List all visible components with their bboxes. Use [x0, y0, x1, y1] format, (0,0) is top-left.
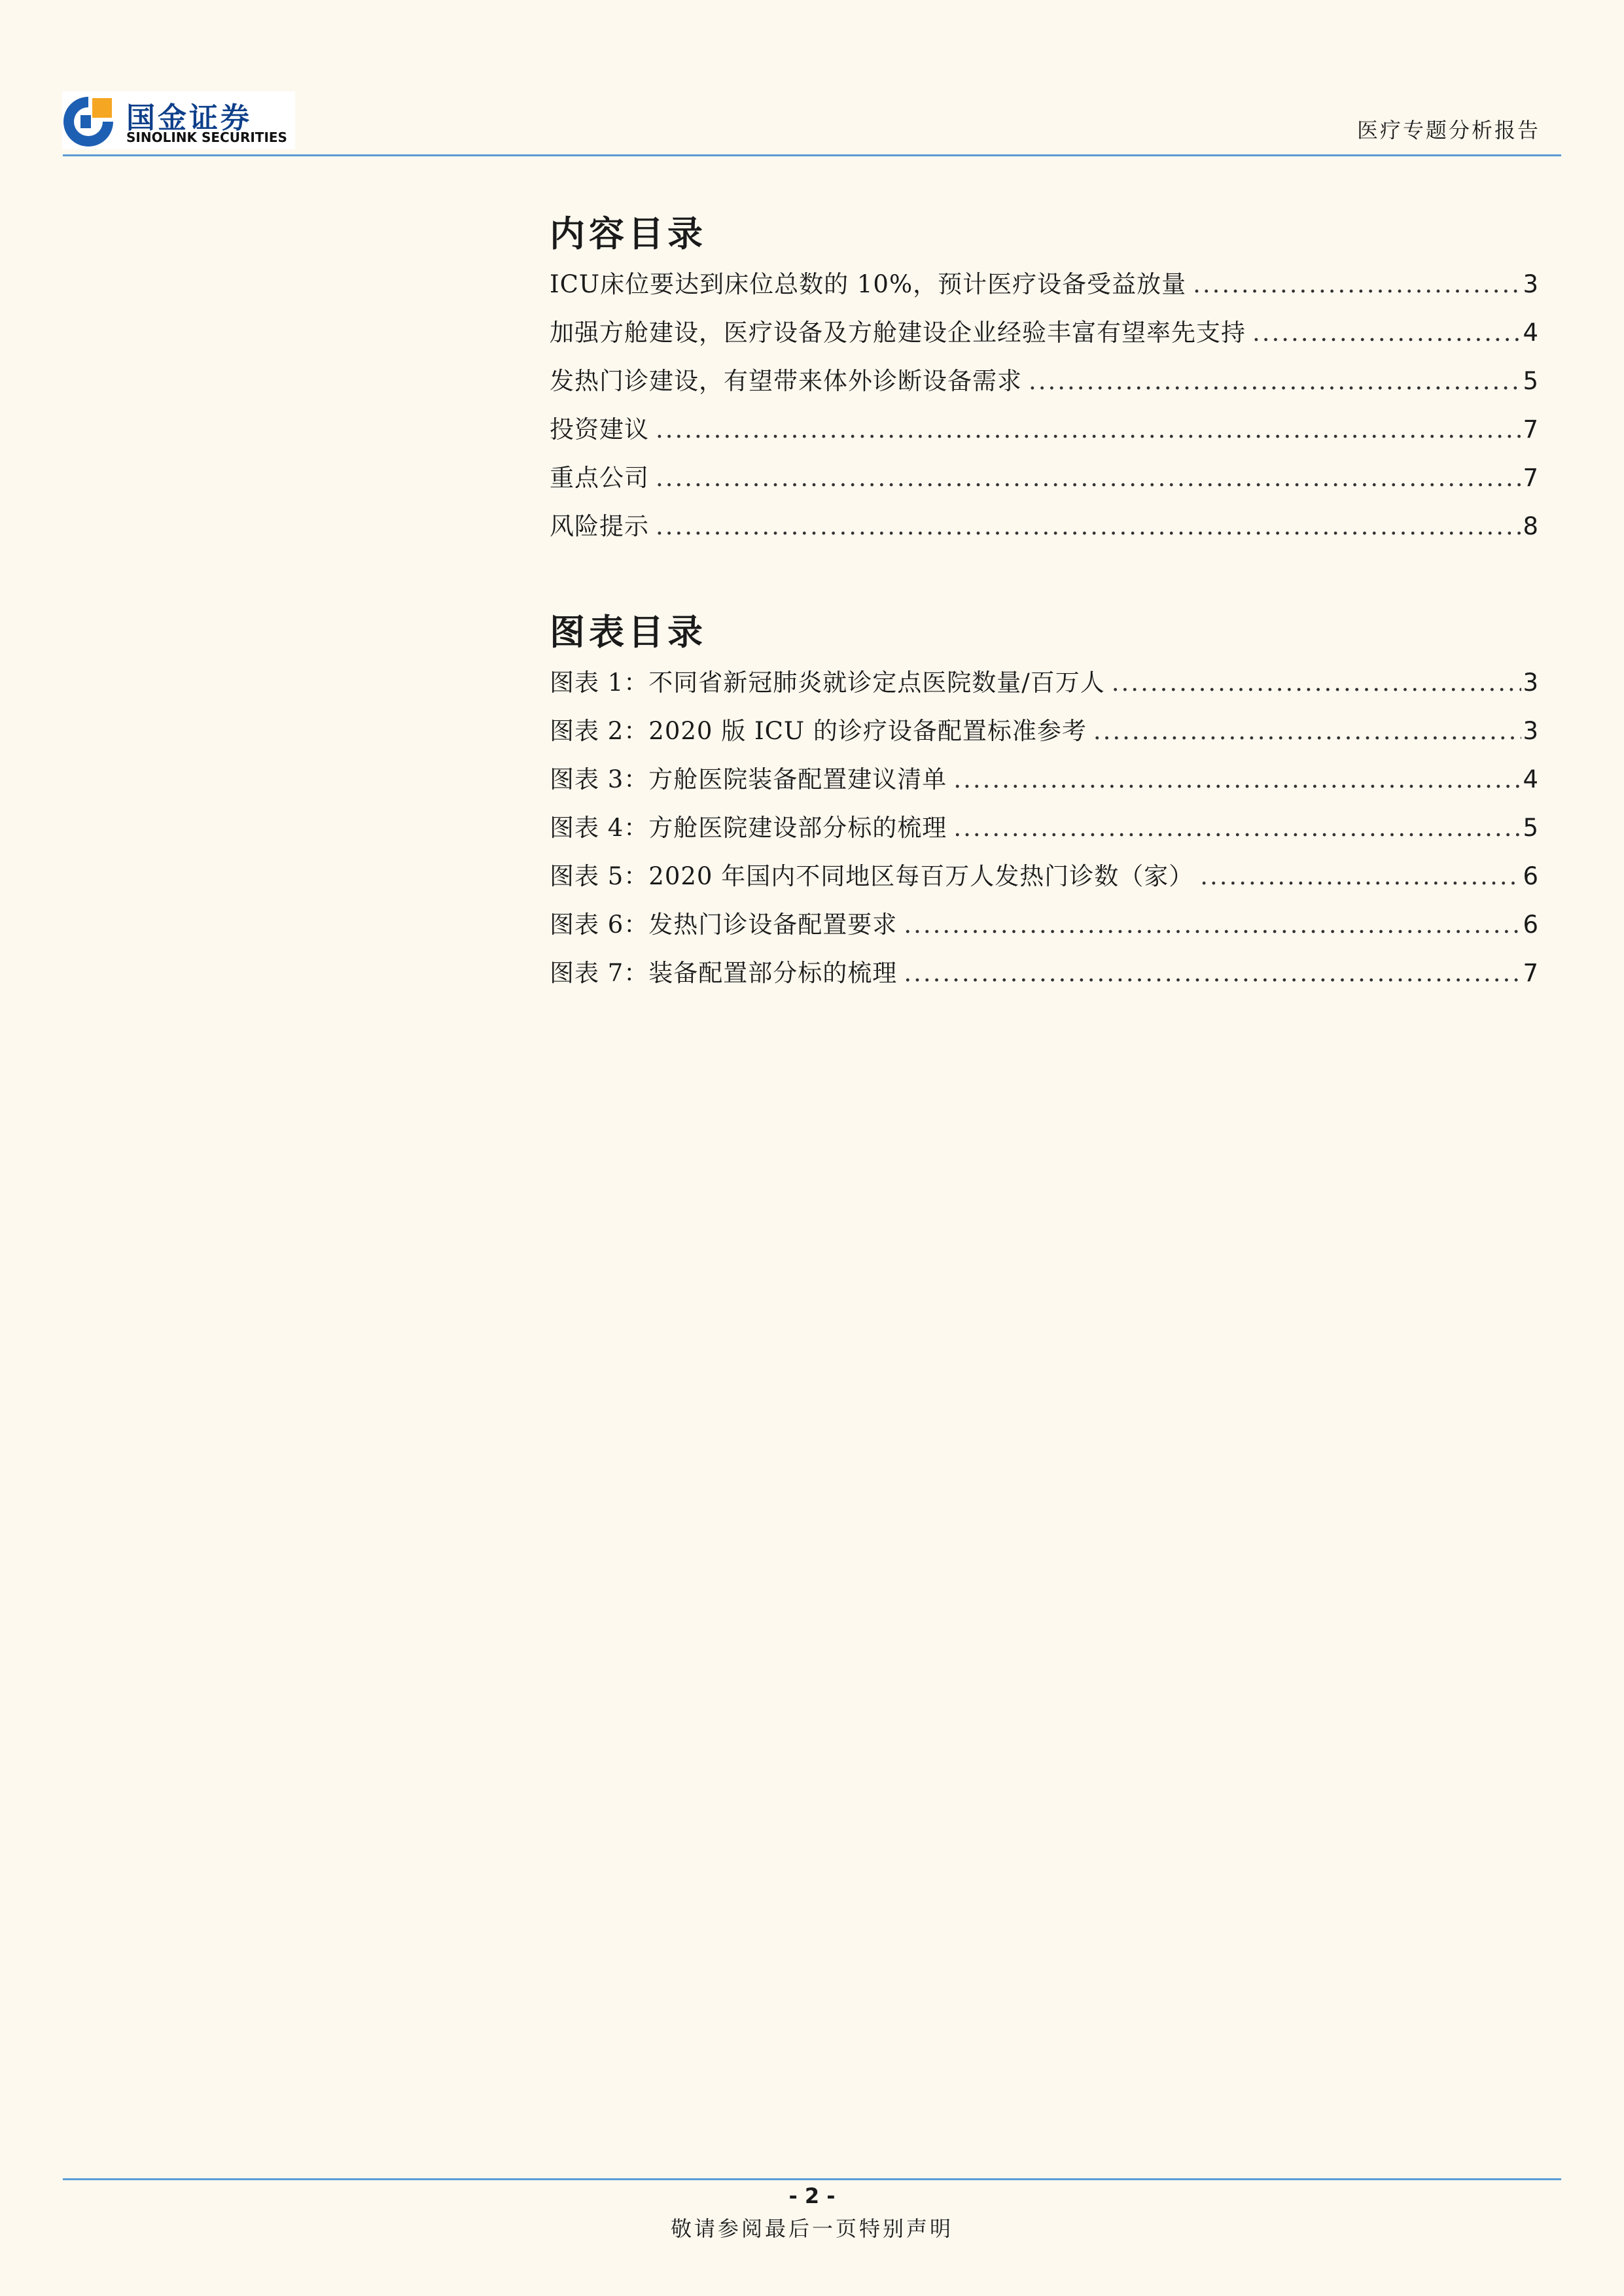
logo-chinese-name: 国金证券: [126, 101, 252, 135]
figure-entry-page: 6: [1523, 862, 1539, 890]
figure-entry-page: 5: [1523, 814, 1539, 842]
figures-toc: [550, 606, 1539, 998]
toc-entry[interactable]: [550, 357, 1539, 406]
figure-entry[interactable]: [550, 756, 1539, 804]
page-number: - 2 -: [788, 2183, 836, 2208]
figure-entry[interactable]: [550, 949, 1539, 998]
toc-entry-title: 加强方舱建设，医疗设备及方舱建设企业经验丰富有望率先支持: [550, 319, 1246, 347]
dot-leader: [1029, 357, 1521, 406]
content-toc-title: 内容目录: [550, 213, 707, 254]
header-divider: [63, 154, 1561, 156]
figure-entry-title: 图表 7：装备配置部分标的梳理: [550, 959, 898, 987]
dot-leader: [1193, 260, 1521, 309]
dot-leader: [656, 454, 1521, 502]
dot-leader: [1200, 852, 1521, 901]
figure-entry-page: 6: [1523, 911, 1539, 939]
logo-english-name: SINOLINK SECURITIES: [126, 130, 287, 145]
toc-entry-title: ICU床位要达到床位总数的 10%，预计医疗设备受益放量: [550, 270, 1187, 298]
dot-leader: [953, 804, 1521, 852]
dot-leader: [656, 406, 1521, 454]
figure-entry-title: 图表 2：2020 版 ICU 的诊疗设备配置标准参考: [550, 717, 1087, 745]
figure-entry-title: 图表 4：方舱医院建设部分标的梳理: [550, 814, 947, 842]
dot-leader: [1112, 659, 1522, 707]
figure-entry-page: 3: [1523, 669, 1539, 697]
figure-entry[interactable]: [550, 707, 1539, 756]
dot-leader: [904, 901, 1521, 949]
content-toc: [550, 208, 1539, 551]
report-type-label: 医疗专题分析报告: [1356, 118, 1540, 143]
dot-leader: [1252, 309, 1521, 357]
toc-entry-page: 4: [1523, 319, 1539, 347]
figure-entry-title: 图表 1：不同省新冠肺炎就诊定点医院数量/百万人: [550, 669, 1105, 697]
figures-toc-list: [550, 659, 1539, 998]
figure-entry-title: 图表 3：方舱医院装备配置建议清单: [550, 765, 947, 793]
figure-entry-page: 3: [1523, 717, 1539, 745]
disclaimer-note: 敬请参阅最后一页特别声明: [670, 2216, 953, 2241]
toc-entry[interactable]: [550, 502, 1539, 551]
sinolink-logo-icon: [62, 92, 118, 149]
toc-entry-title: 投资建议: [550, 415, 649, 444]
figure-entry-title: 图表 5：2020 年国内不同地区每百万人发热门诊数（家）: [550, 862, 1194, 890]
figure-entry-page: 7: [1523, 959, 1539, 987]
footer-divider: [63, 2178, 1561, 2180]
figure-entry[interactable]: [550, 901, 1539, 949]
toc-entry-title: 风险提示: [550, 512, 649, 540]
toc-entry[interactable]: [550, 309, 1539, 357]
toc-entry[interactable]: [550, 406, 1539, 454]
dot-leader: [904, 949, 1521, 998]
figure-entry[interactable]: [550, 659, 1539, 707]
toc-entry-title: 重点公司: [550, 464, 649, 492]
sinolink-logo: [62, 92, 295, 149]
toc-entry[interactable]: [550, 260, 1539, 309]
dot-leader: [656, 502, 1521, 551]
dot-leader: [1093, 707, 1522, 756]
toc-entry-title: 发热门诊建设，有望带来体外诊断设备需求: [550, 367, 1022, 395]
content-toc-list: [550, 260, 1539, 551]
figure-entry-title: 图表 6：发热门诊设备配置要求: [550, 911, 898, 939]
figure-entry[interactable]: [550, 852, 1539, 901]
figure-entry-page: 4: [1523, 765, 1539, 793]
figures-toc-title: 图表目录: [550, 612, 707, 653]
toc-entry-page: 7: [1523, 415, 1539, 444]
dot-leader: [953, 756, 1521, 804]
toc-entry-page: 7: [1523, 464, 1539, 492]
toc-entry-page: 3: [1523, 270, 1539, 298]
toc-entry-page: 8: [1523, 512, 1539, 540]
toc-entry-page: 5: [1523, 367, 1539, 395]
figure-entry[interactable]: [550, 804, 1539, 852]
toc-entry[interactable]: [550, 454, 1539, 502]
